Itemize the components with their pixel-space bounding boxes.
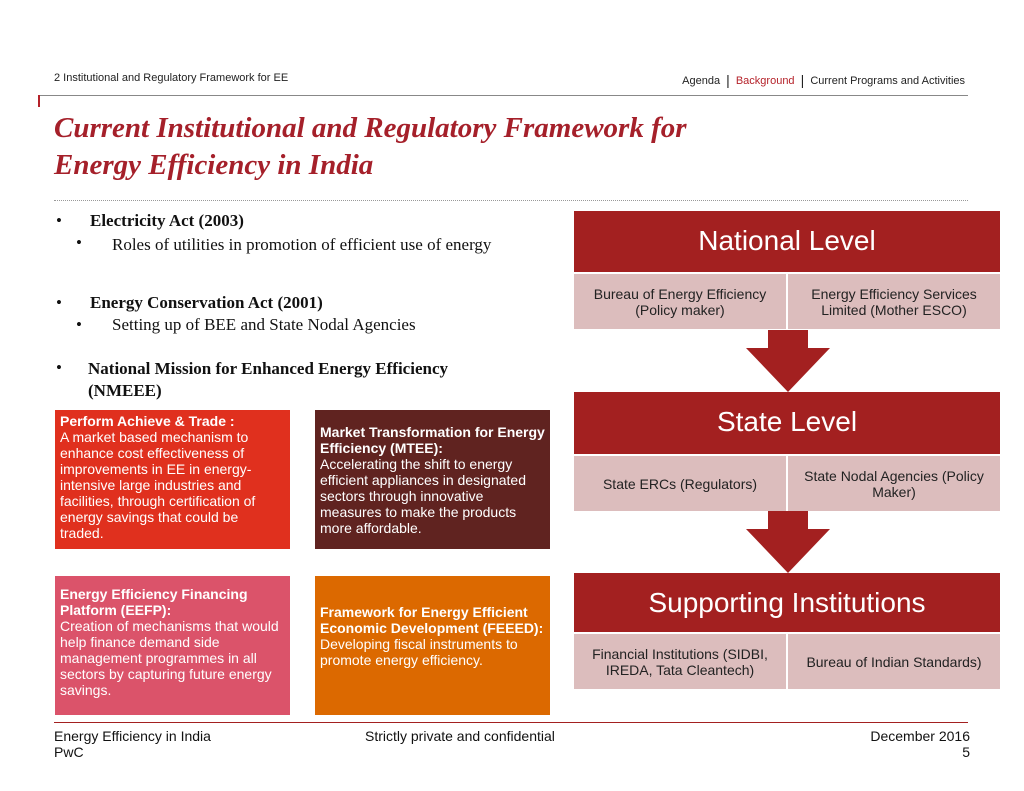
state-cell-ercs: State ERCs (Regulators) xyxy=(574,454,786,511)
footer-company: PwC xyxy=(54,744,84,760)
bullet-dot: • xyxy=(76,315,82,334)
nav-separator: | xyxy=(726,72,730,88)
page-title-line2: Energy Efficiency in India xyxy=(54,149,374,181)
bullet-text: Roles of utilities in promotion of efficient use of energy xyxy=(112,235,492,254)
program-body: A market based mechanism to enhance cost effectiveness of improvements in EE in energy-intensive large industries and facilities, through certification of energy savings that could be traded. xyxy=(60,429,256,541)
national-cell-bee: Bureau of Energy Efficiency (Policy maker) xyxy=(574,272,786,329)
program-title: Market Transformation for Energy Efficiency (MTEE): xyxy=(320,424,545,456)
nav-background[interactable]: Background xyxy=(735,75,795,87)
program-box-feeed xyxy=(315,576,550,715)
program-body: Creation of mechanisms that would help finance demand side management programmes in all sectors by capturing future energy savings. xyxy=(60,618,279,698)
state-cell-nodal-agencies: State Nodal Agencies (Policy Maker) xyxy=(788,454,1000,511)
title-divider xyxy=(54,200,968,201)
bullet-text: Setting up of BEE and State Nodal Agencies xyxy=(112,315,416,334)
page-title xyxy=(54,110,954,184)
national-level-header: National Level xyxy=(574,211,1000,272)
program-title: Energy Efficiency Financing Platform (EEFP): xyxy=(60,586,248,618)
footer-date: December 2016 xyxy=(870,728,970,744)
footer-confidential: Strictly private and confidential xyxy=(365,728,555,744)
bullet-dot: • xyxy=(56,211,62,230)
bullet-dot: • xyxy=(76,233,82,252)
bullet-dot: • xyxy=(56,293,62,312)
bullet-text: Energy Conservation Act (2001) xyxy=(90,293,323,312)
supporting-cell-bis: Bureau of Indian Standards) xyxy=(788,632,1000,689)
nav-current-programs[interactable]: Current Programs and Activities xyxy=(810,75,965,87)
header-accent-tick xyxy=(38,95,40,107)
nav-separator: | xyxy=(800,72,805,88)
header-divider xyxy=(38,95,968,96)
program-body: Accelerating the shift to energy efficient appliances in designated sectors through innovative measures to make the products more affordable. xyxy=(320,456,527,536)
down-arrow-icon xyxy=(746,330,830,392)
page-number: 5 xyxy=(962,744,970,760)
bullet-text: Electricity Act (2003) xyxy=(90,211,244,230)
program-title: Perform Achieve & Trade : xyxy=(60,413,235,429)
program-box-mtee xyxy=(315,410,550,549)
page-title-line1: Current Institutional and Regulatory Framework for xyxy=(54,112,687,144)
footer-doc-title: Energy Efficiency in India xyxy=(54,728,211,744)
bullet-dot: • xyxy=(56,358,62,377)
header-nav xyxy=(682,71,965,87)
program-title: Framework for Energy Efficient Economic Development (FEEED): xyxy=(320,604,544,636)
supporting-institutions-header: Supporting Institutions xyxy=(574,573,1000,632)
program-body: Developing fiscal instruments to promote energy efficiency. xyxy=(320,636,518,668)
bullet-text: National Mission for Enhanced Energy Efficiency (NMEEE) xyxy=(88,359,448,400)
section-label: 2 Institutional and Regulatory Framework for EE xyxy=(54,72,289,84)
national-cell-eesl: Energy Efficiency Services Limited (Mother ESCO) xyxy=(788,272,1000,329)
program-box-pat xyxy=(55,410,290,549)
down-arrow-icon xyxy=(746,511,830,573)
footer-left xyxy=(54,728,211,760)
nav-agenda[interactable]: Agenda xyxy=(682,75,721,87)
footer-right xyxy=(870,728,970,760)
supporting-cell-financial: Financial Institutions (SIDBI, IREDA, Tata Cleantech) xyxy=(574,632,786,689)
footer-divider xyxy=(54,722,968,723)
state-level-header: State Level xyxy=(574,392,1000,454)
program-box-eefp xyxy=(55,576,290,715)
